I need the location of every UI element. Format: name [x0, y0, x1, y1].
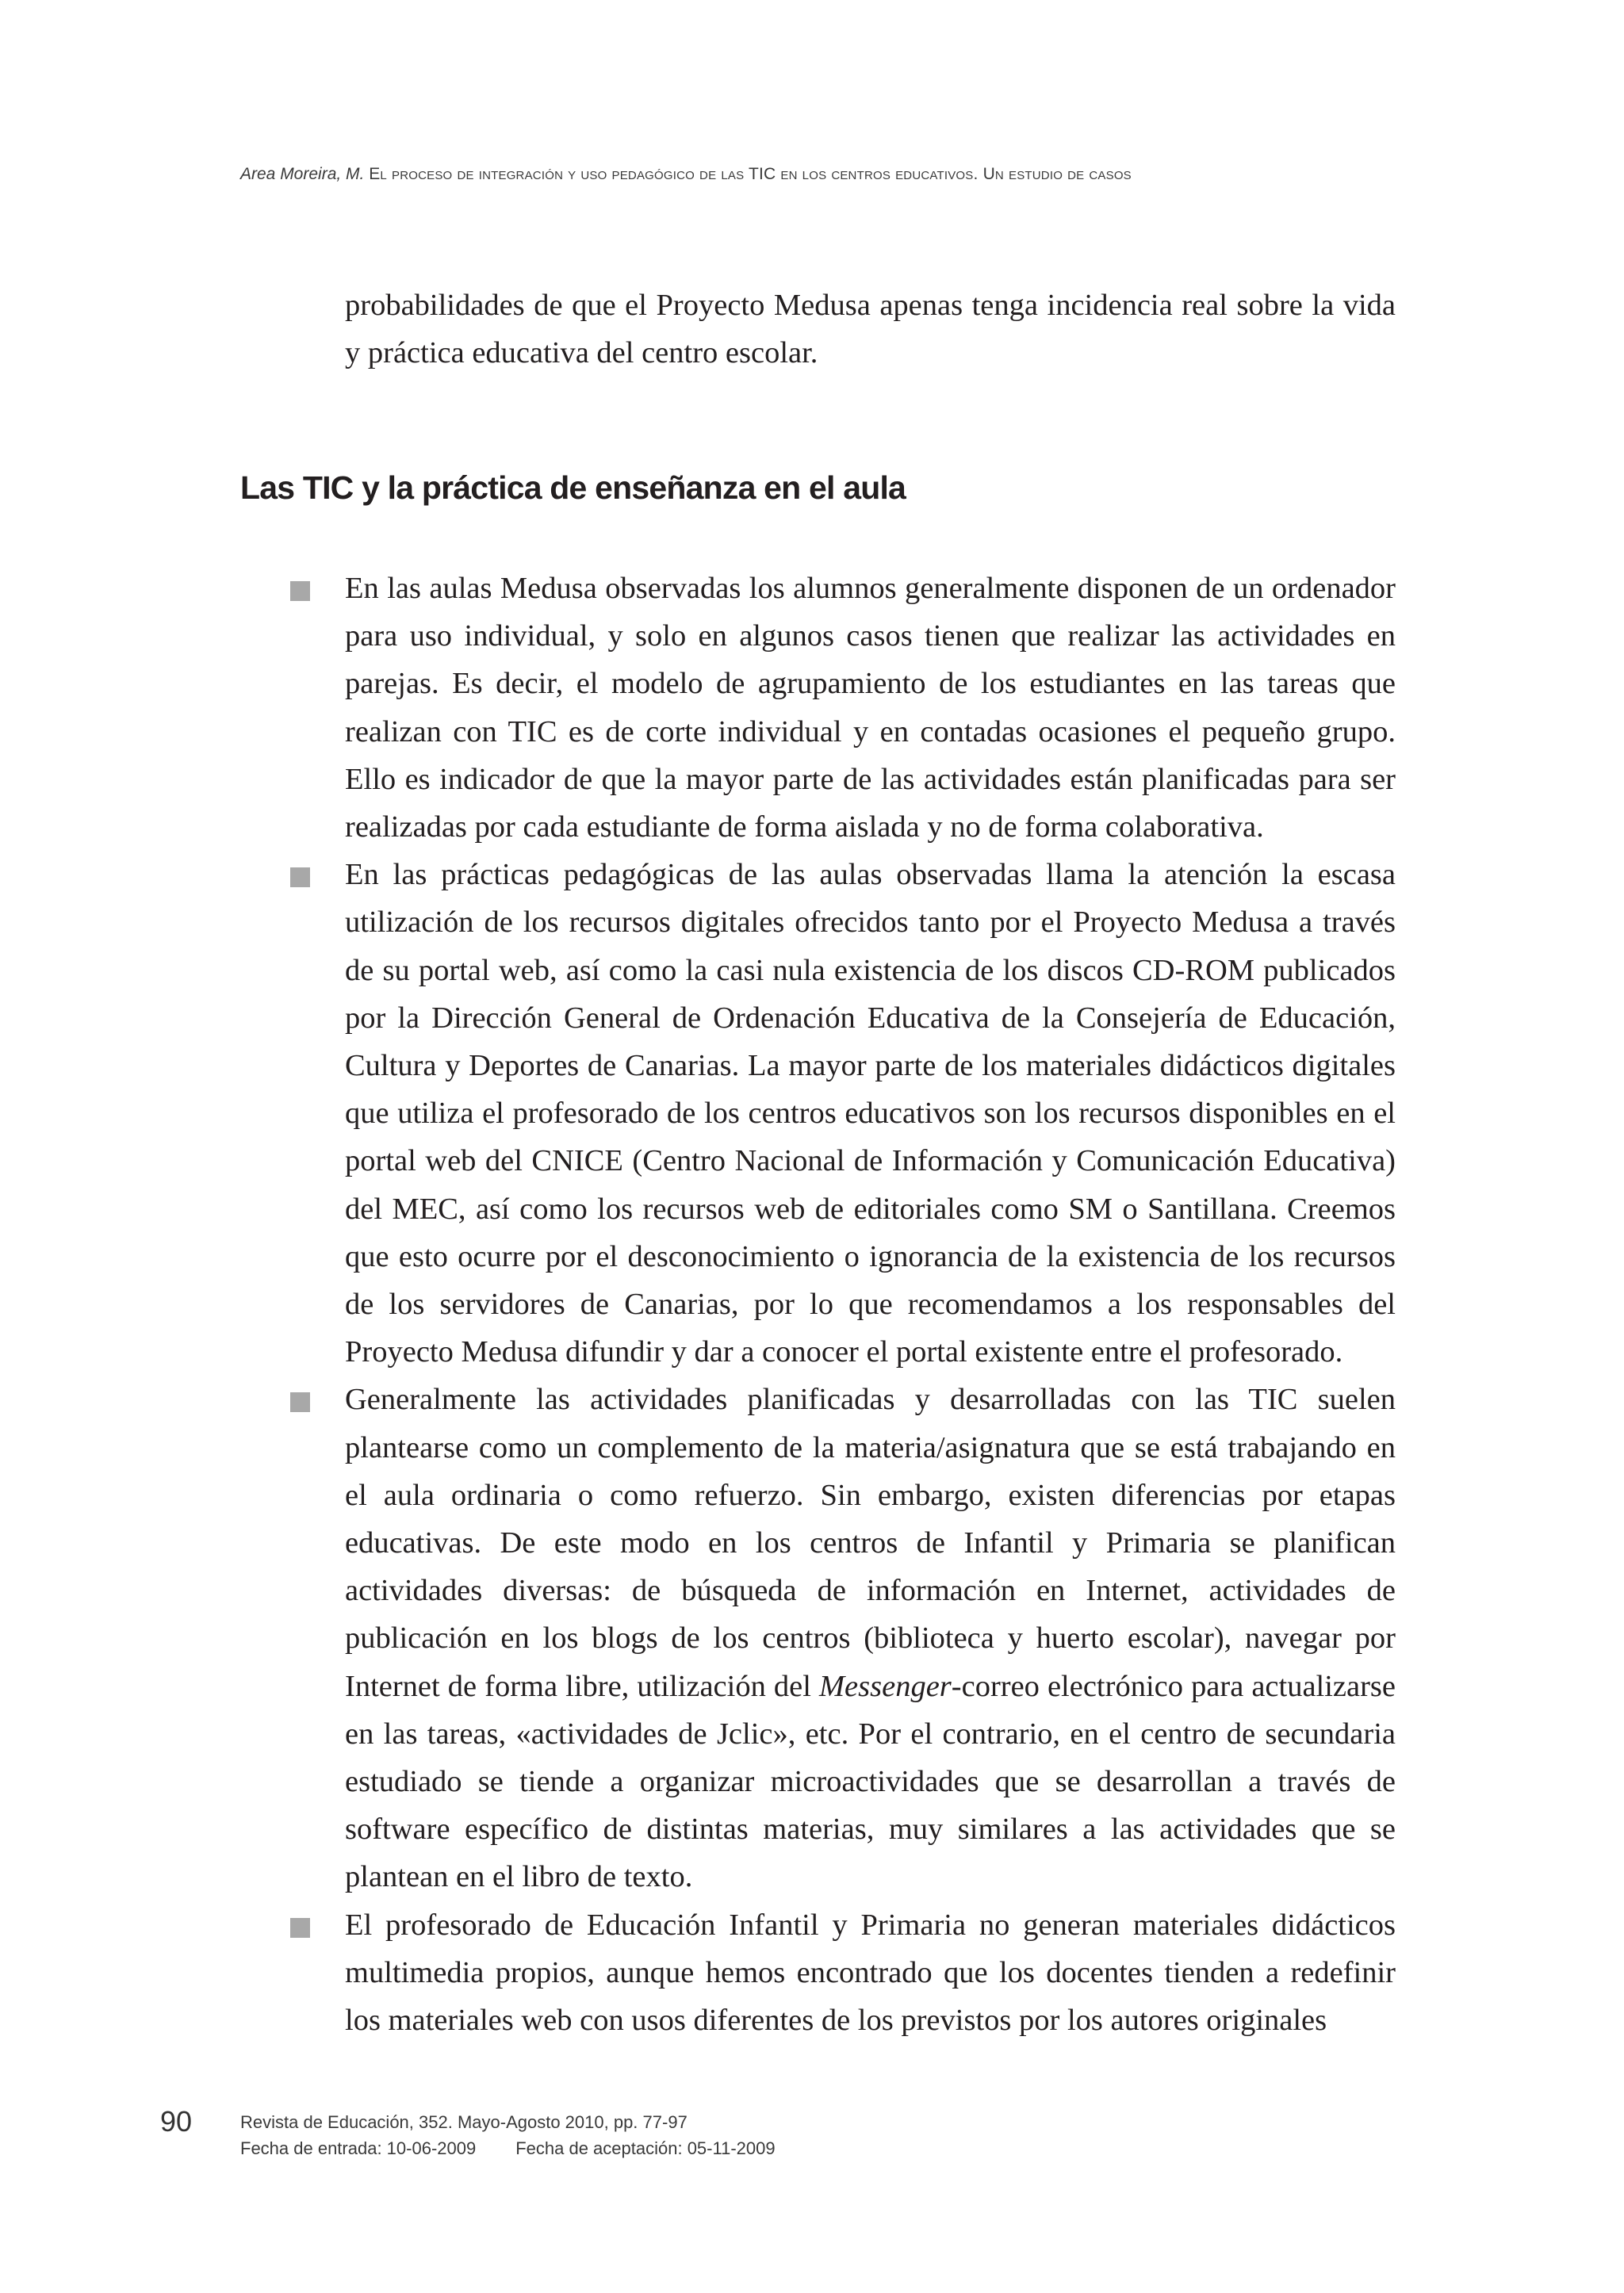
- list-item: [345, 565, 1396, 851]
- list-item-text: En las prácticas pedagógicas de las aulas observadas llama la atención la escasa utilización de los recursos digitales ofrecidos tanto por el Proyecto Medusa a través de su portal web, así como la casi nula existencia de los discos CD-ROM publicados por la Dirección General de Ordenación Educativa de la Consejería de Educación, Cultura y Deportes de Canarias. La mayor parte de los materiales didácticos digitales que utiliza el profesorado de los centros educativos son los recursos disponibles en el portal web del CNICE (Centro Nacional de Información y Comunicación Educativa) del MEC, así como los recursos web de editoriales como SM o Santillana. Creemos que esto ocurre por el desconocimiento o ignorancia de la existencia de los recursos de los servidores de Canarias, por lo que recomendamos a los responsables del Proyecto Medusa difundir y dar a conocer el portal existente entre el profesorado.: [345, 858, 1396, 1369]
- header-title: El proceso de integración y uso pedagógico de las TIC en los centros educativos. Un estudio de casos: [369, 165, 1132, 183]
- square-bullet-icon: [290, 867, 310, 887]
- running-header: [240, 165, 1398, 184]
- page-number: 90: [160, 2105, 193, 2138]
- list-item-text: En las aulas Medusa observadas los alumnos generalmente disponen de un ordenador para uso individual, y solo en algunos casos tienen que realizar las actividades en parejas. Es decir, el modelo de agrupamiento de los estudiantes en las tareas que realizan con TIC es de corte individual y en contadas ocasiones el pequeño grupo. Ello es indicador de que la mayor parte de las actividades están planificadas para ser realizadas por cada estudiante de forma aislada y no de forma colaborativa.: [345, 572, 1396, 844]
- square-bullet-icon: [290, 1392, 310, 1412]
- list-item-text-after: -correo electrónico para actualizarse en las tareas, «actividades de Jclic», etc. Por el contrario, en el centro de secundaria estudiado se tiende a organizar microactividades que se desarrollan a través de software específico de distintas materias, muy similares a las actividades que se plantean en el libro de texto.: [345, 1669, 1396, 1894]
- header-author: Area Moreira, M.: [240, 165, 365, 183]
- footer-accepted: Fecha de aceptación: 05-11-2009: [515, 2138, 776, 2158]
- footer-received: Fecha de entrada: 10-06-2009: [240, 2138, 477, 2158]
- list-item: [345, 851, 1396, 1376]
- footer: [240, 2109, 776, 2161]
- section-heading: Las TIC y la práctica de enseñanza en el aula: [240, 469, 906, 506]
- footer-dates: [240, 2135, 776, 2161]
- bullet-list: [345, 565, 1396, 2044]
- square-bullet-icon: [290, 1918, 310, 1938]
- list-item-text: El profesorado de Educación Infantil y Primaria no generan materiales didácticos multimedia propios, aunque hemos encontrado que los docentes tienden a redefinir los materiales web con usos diferentes de los previstos por los autores originales: [345, 1908, 1396, 2038]
- list-item-emphasis: Messenger: [818, 1669, 952, 1703]
- list-item-text-before: Generalmente las actividades planificadas y desarrolladas con las TIC suelen plantearse como un complemento de la materia/asignatura que se está trabajando en el aula ordinaria o como refuerzo. Sin embargo, existen diferencias por etapas educativas. De este modo en los centros de Infantil y Primaria se planifican actividades diversas: de búsqueda de información en Internet, actividades de publicación en los blogs de los centros (biblioteca y huerto escolar), navegar por Internet de forma libre, utilización del: [345, 1383, 1396, 1703]
- square-bullet-icon: [290, 581, 310, 601]
- footer-journal: Revista de Educación, 352. Mayo-Agosto 2010, pp. 77-97: [240, 2112, 688, 2132]
- list-item: [345, 1376, 1396, 1901]
- intro-paragraph: probabilidades de que el Proyecto Medusa apenas tenga incidencia real sobre la vida y práctica educativa del centro escolar.: [345, 289, 1396, 370]
- list-item: [345, 1901, 1396, 2045]
